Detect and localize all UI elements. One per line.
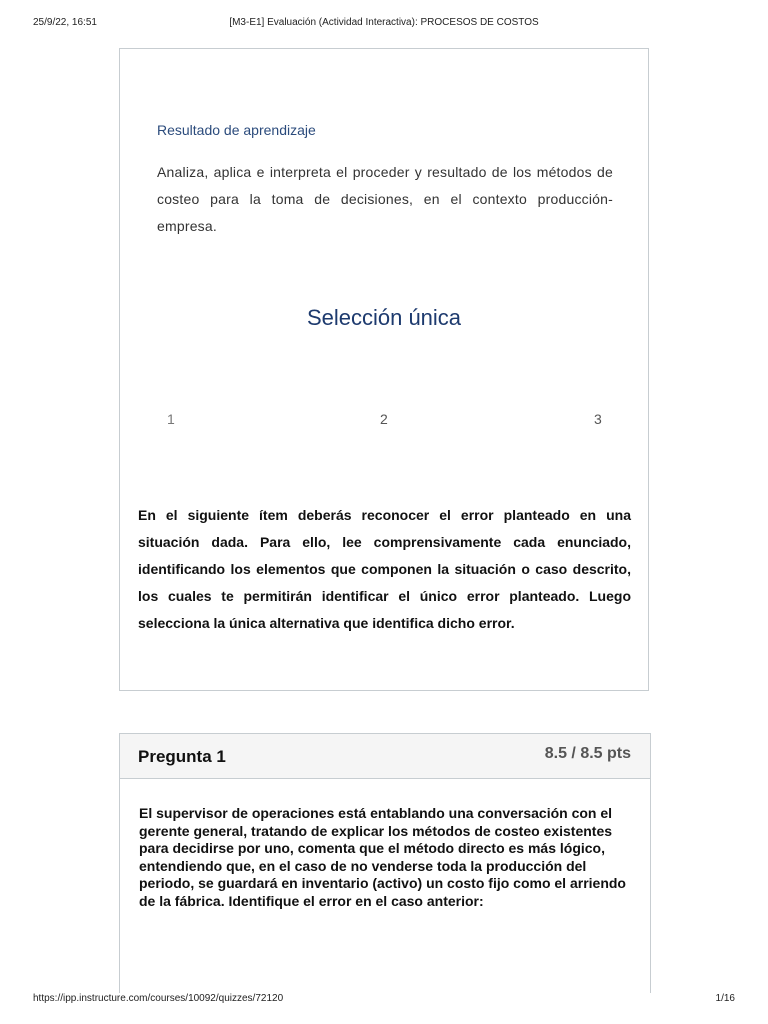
- print-page-title: [M3-E1] Evaluación (Actividad Interactiva): PROCESOS DE COSTOS: [229, 17, 539, 28]
- question-header: [120, 734, 650, 779]
- intro-card: [119, 48, 649, 691]
- question-points: 8.5 / 8.5 pts: [544, 745, 631, 762]
- print-url: https://ipp.instructure.com/courses/10092/quizzes/72120: [33, 993, 284, 1004]
- question-title: Pregunta 1: [138, 747, 226, 766]
- question-card: [119, 733, 651, 993]
- step-tab-3[interactable]: 3: [594, 411, 602, 427]
- instructions-text: En el siguiente ítem deberás reconocer el error planteado en una situación dada. Para ello, lee comprensivamente cada enunciado, identificando los elementos que componen la situación o caso descrito, los cuales te permitirán identificar el único error planteado. Luego selecciona la única alternativa que identifica dicho error.: [138, 507, 631, 631]
- question-text: El supervisor de operaciones está entablando una conversación con el gerente general, tratando de explicar los métodos de costeo existentes para decidirse por uno, comenta que el método directo es más lógico, entendiendo que, en el caso de no venderse toda la producción del periodo, se guardará en inventario (activo) un costo fijo como el arriendo de la fábrica. Identifique el error en el caso anterior:: [139, 805, 626, 909]
- learning-outcome-text: Analiza, aplica e interpreta el proceder y resultado de los métodos de costeo para la toma de decisiones, en el contexto producción-empresa.: [157, 164, 613, 234]
- learning-outcome-heading: Resultado de aprendizaje: [157, 122, 316, 138]
- print-date: 25/9/22, 16:51: [33, 17, 97, 28]
- section-title: Selección única: [306, 305, 462, 330]
- print-page-number: 1/16: [715, 993, 735, 1004]
- print-footer: [33, 993, 735, 1007]
- step-tab-1[interactable]: 1: [167, 411, 175, 427]
- step-tab-2[interactable]: 2: [380, 411, 388, 427]
- print-header: [33, 17, 735, 31]
